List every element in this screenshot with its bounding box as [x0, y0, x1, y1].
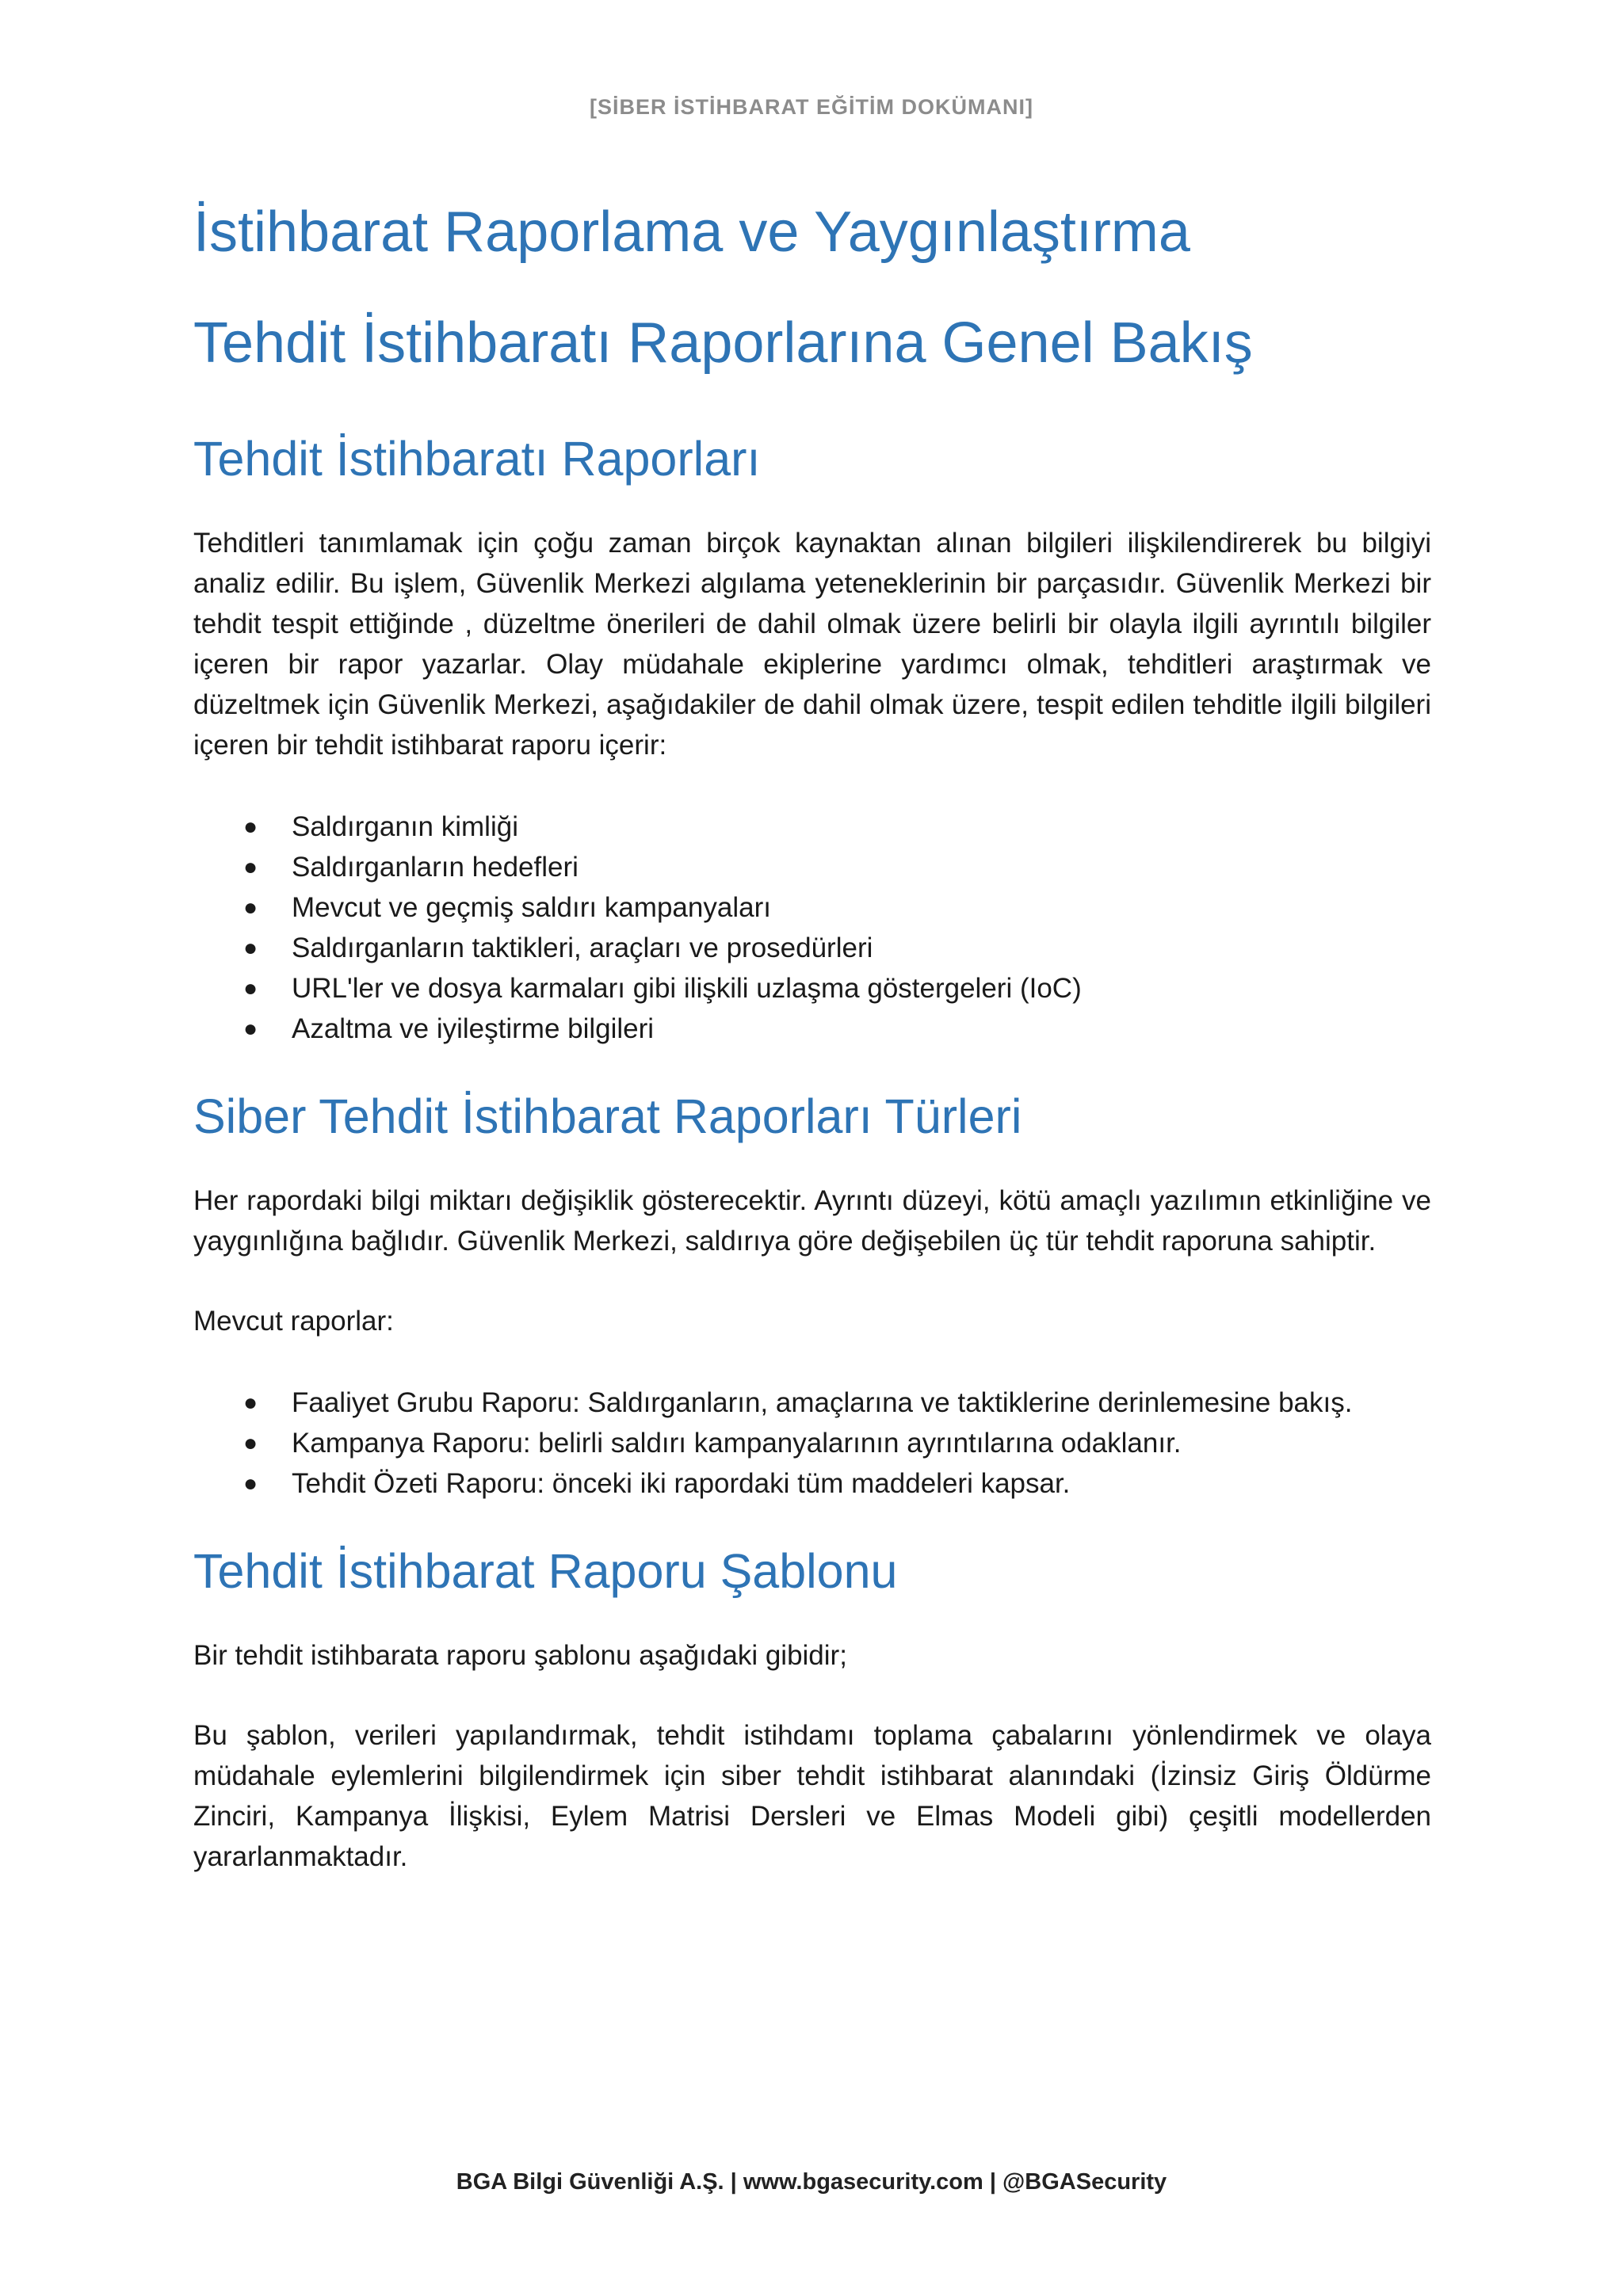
list-item-text: Tehdit Özeti Raporu: önceki iki rapordaki tüm maddeleri kapsar.	[292, 1468, 1071, 1499]
section-heading-report-template: Tehdit İstihbarat Raporu Şablonu	[193, 1544, 898, 1598]
sub-title: Tehdit İstihbaratı Raporlarına Genel Bakış	[193, 311, 1253, 375]
list-item	[193, 928, 1431, 968]
bullet-icon: ●	[243, 814, 258, 840]
list-item-text: Mevcut ve geçmiş saldırı kampanyaları	[292, 892, 771, 923]
list-item-text: Faaliyet Grubu Raporu: Saldırganların, amaçlarına ve taktiklerine derinlemesine bakış.	[292, 1387, 1353, 1418]
list-item	[193, 968, 1431, 1009]
section-heading-report-types: Siber Tehdit İstihbarat Raporları Türleri	[193, 1089, 1022, 1143]
list-item-text: Kampanya Raporu: belirli saldırı kampanyalarının ayrıntılarına odaklanır.	[292, 1428, 1182, 1459]
section-heading-reports: Tehdit İstihbaratı Raporları	[193, 432, 761, 486]
bullet-icon: ●	[243, 935, 258, 961]
report-contents-list	[193, 807, 1431, 1049]
section-paragraph-report-types: Her rapordaki bilgi miktarı değişiklik gösterecektir. Ayrıntı düzeyi, kötü amaçlı yazılımın etkinliğine ve yaygınlığına bağlıdır. Güvenlik Merkezi, saldırıya göre değişebilen üç tür tehdit raporuna sahiptir.	[193, 1185, 1431, 1257]
list-item	[193, 1383, 1431, 1423]
section-paragraph-reports: Tehditleri tanımlamak için çoğu zaman birçok kaynaktan alınan bilgileri ilişkilendirerek bu bilgiyi analiz edilir. Bu işlem, Güvenlik Merkezi algılama yeteneklerinin bir parçasıdır. Güvenlik Merkezi bir tehdit tespit ettiğinde , düzeltme önerileri de dahil olmak üzere belirli bir olayla ilgili ayrıntılı bilgiler içeren bir rapor yazarlar. Olay müdahale ekiplerine yardımcı olmak, tehditleri araştırmak ve düzeltmek için Güvenlik Merkezi, aşağıdakiler de dahil olmak üzere, tespit edilen tehditle ilgili bilgileri içeren bir tehdit istihbarat raporu içerir:	[193, 528, 1431, 761]
list-item-text: URL'ler ve dosya karmaları gibi ilişkili uzlaşma göstergeleri (IoC)	[292, 973, 1082, 1004]
bullet-icon: ●	[243, 894, 258, 921]
available-reports-lead: Mevcut raporlar:	[193, 1306, 394, 1337]
list-item-text: Saldırganların hedefleri	[292, 852, 579, 883]
page-footer: BGA Bilgi Güvenliği A.Ş. | www.bgasecurity.com | @BGASecurity	[456, 2169, 1167, 2195]
report-types-list	[193, 1383, 1431, 1504]
bullet-icon: ●	[243, 1470, 258, 1497]
bullet-icon: ●	[243, 1430, 258, 1456]
bullet-icon: ●	[243, 854, 258, 880]
bullet-icon: ●	[243, 975, 258, 1001]
main-title: İstihbarat Raporlama ve Yaygınlaştırma	[193, 200, 1190, 264]
template-intro-paragraph: Bir tehdit istihbarata raporu şablonu aşağıdaki gibidir;	[193, 1640, 847, 1671]
list-item-text: Saldırganların taktikleri, araçları ve prosedürleri	[292, 933, 873, 963]
list-item	[193, 887, 1431, 928]
document-content	[193, 189, 1431, 1877]
list-item	[193, 1423, 1431, 1463]
bullet-icon: ●	[243, 1390, 258, 1416]
list-item	[193, 807, 1431, 847]
list-item-text: Azaltma ve iyileştirme bilgileri	[292, 1013, 655, 1044]
list-item	[193, 847, 1431, 887]
list-item-text: Saldırganın kimliği	[292, 811, 518, 842]
bullet-icon: ●	[243, 1016, 258, 1042]
header-tag: [SİBER İSTİHBARAT EĞİTİM DOKÜMANI]	[590, 95, 1033, 119]
template-description-paragraph: Bu şablon, verileri yapılandırmak, tehdit istihdamı toplama çabalarını yönlendirmek ve olaya müdahale eylemlerini bilgilendirmek için siber tehdit istihbarat alanındaki (İzinsiz Giriş Öldürme Zinciri, Kampanya İlişkisi, Eylem Matrisi Dersleri ve Elmas Modeli gibi) çeşitli modellerden yararlanmaktadır.	[193, 1720, 1431, 1872]
list-item	[193, 1463, 1431, 1504]
list-item	[193, 1009, 1431, 1049]
